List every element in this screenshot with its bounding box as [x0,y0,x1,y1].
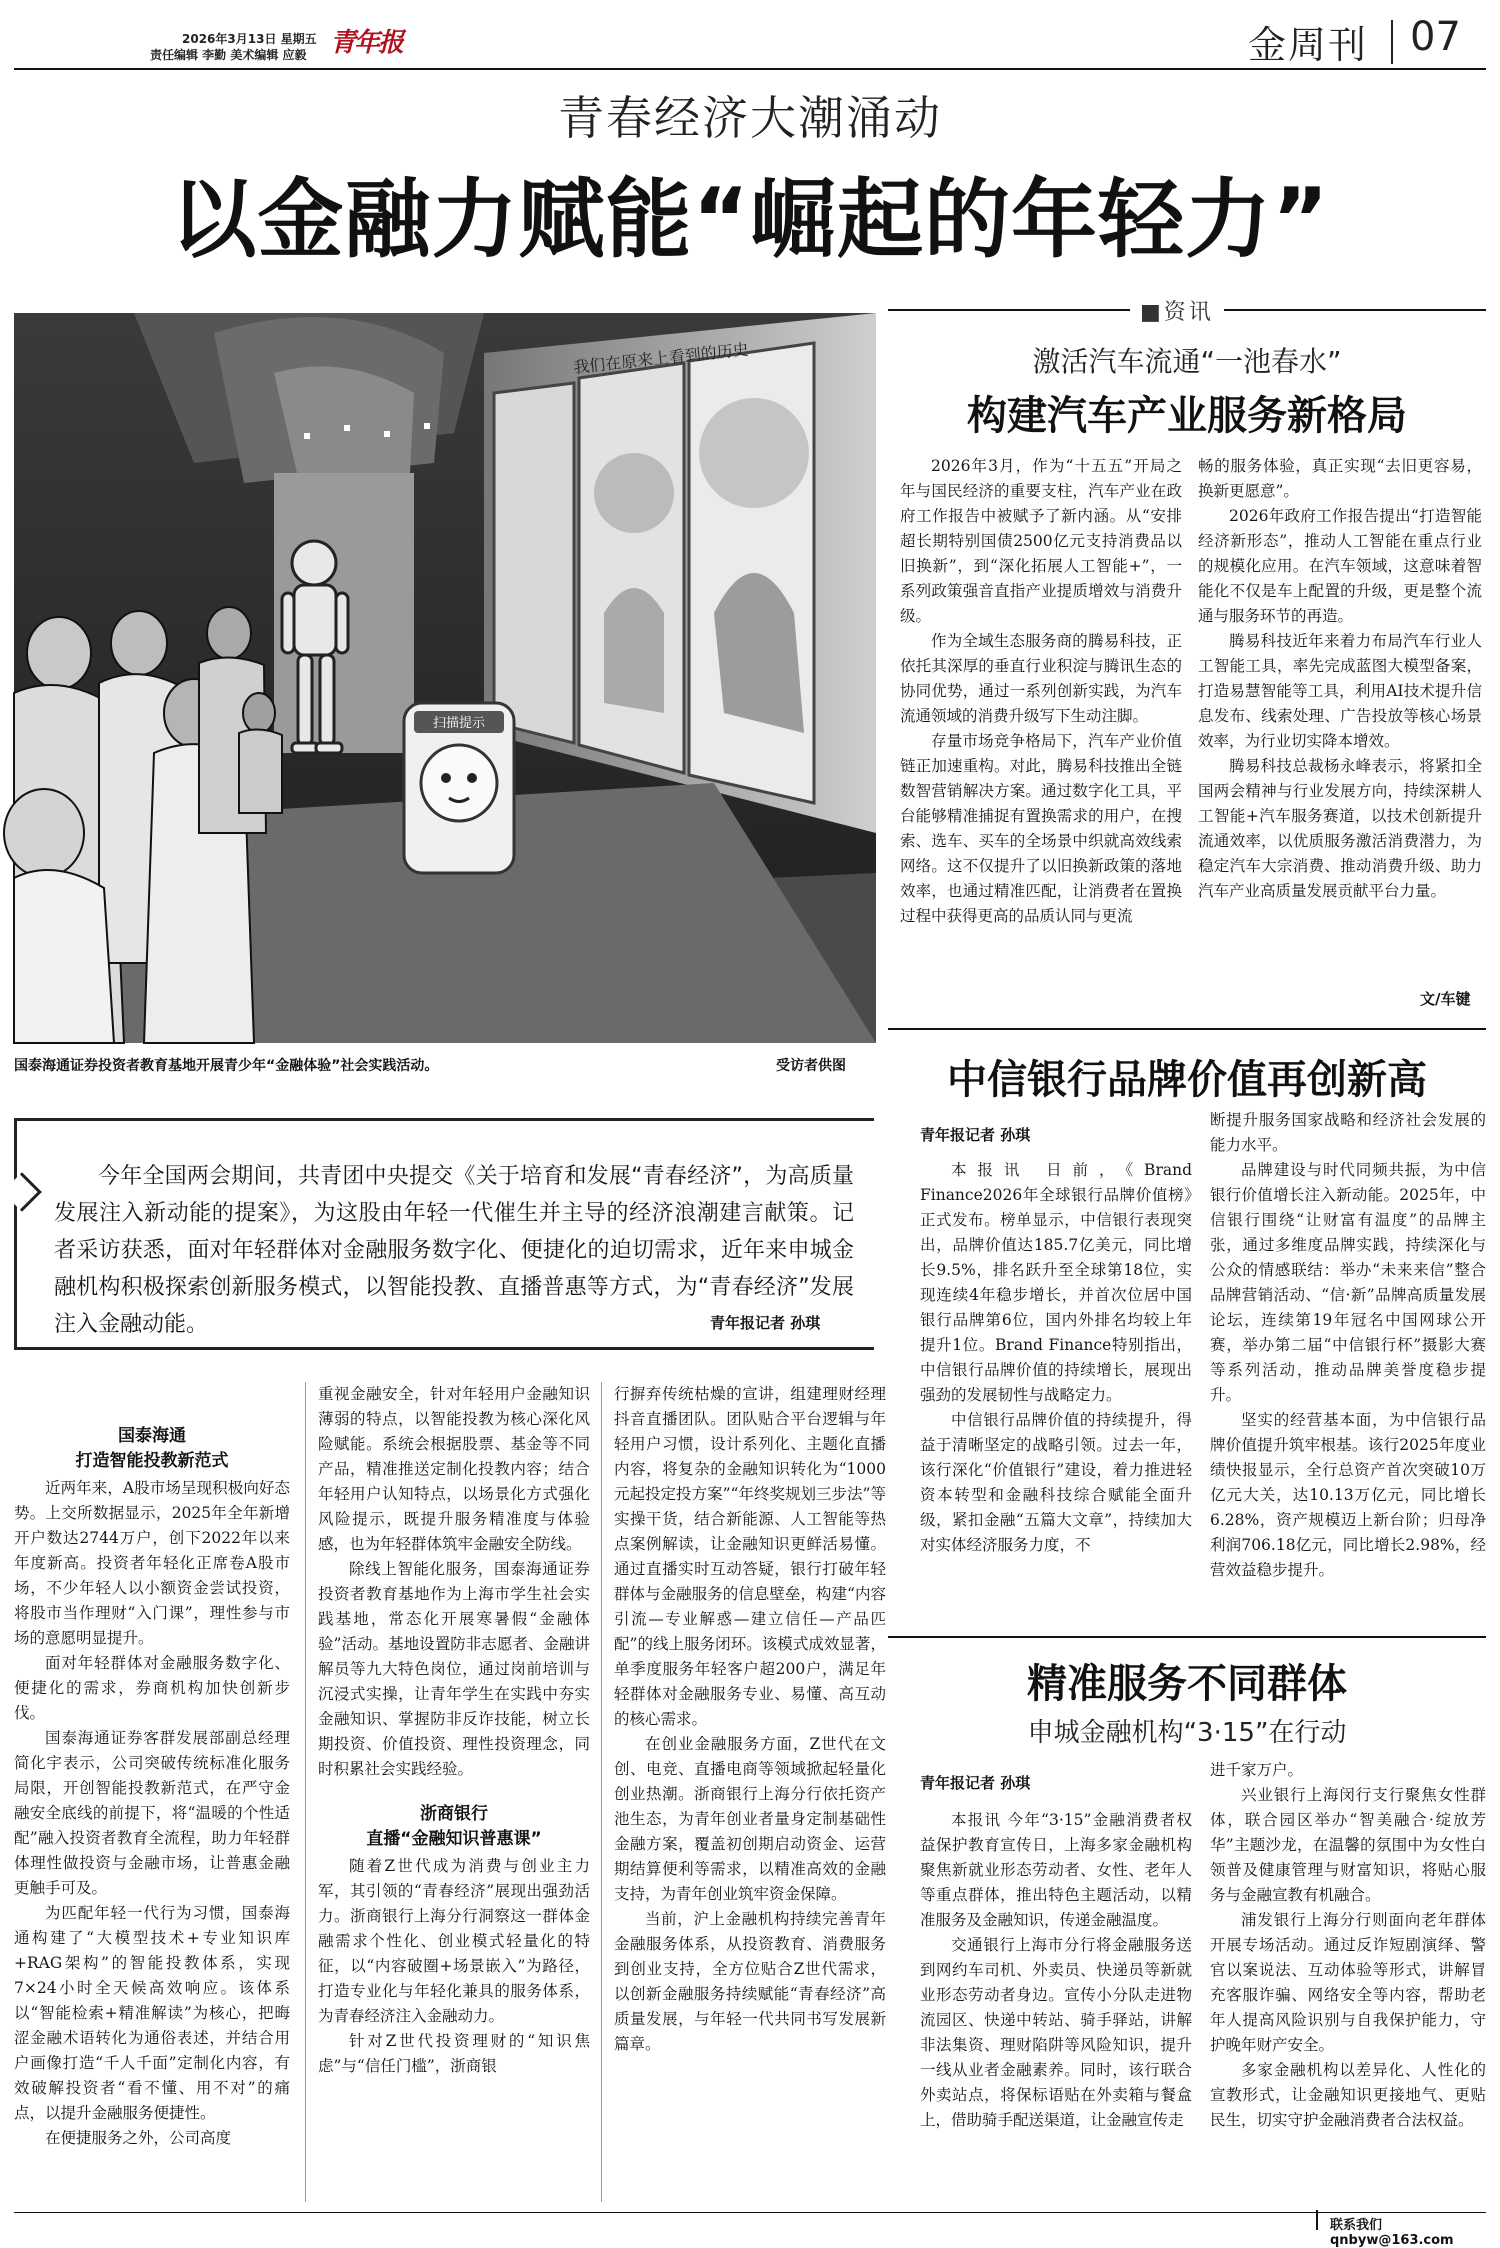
column-continued [614,1382,886,2057]
column-zheshang [318,1382,590,2079]
header-rule [14,68,1486,70]
news-kicker: 激活汽车流通“一池春水” [1032,345,1342,378]
news-col2-p4: 腾易科技总裁杨永峰表示，将紧扣全国两会精神与行业发展方向，持续深耕人工智能+汽车服务赛道，以技术创新提升流通效率，以优质服务激活消费潜力，为稳定汽车大宗消费、推动消费升级、助力汽车产业高质量发展贡献平台力量。 [1198,757,1482,900]
news-col2-p3: 腾易科技近年来着力布局汽车行业人工智能工具，率先完成蓝图大模型备案，打造易慧智能等工具，利用AI技术提升信息发布、线索处理、广告投放等核心场景效率，为行业切实降本增效。 [1198,632,1482,750]
citic-col2-p3: 坚实的经营基本面，为中信银行品牌价值提升筑牢根基。该行2025年度业绩快报显示，全行总资产首次突破10万亿元大关，达10.13万亿元，同比增长6.28%，资产规模迈上新台阶；归母净利润706.18亿元，同比增长2.98%，经营效益稳步提升。 [1210,1411,1486,1579]
precise-col2-p2: 兴业银行上海闵行支行聚焦女性群体，联合园区举办“智美融合·绽放芳华”主题沙龙，在温馨的氛围中为女性白领普及健康管理与财富知识，将贴心服务与金融宣教有机融合。 [1210,1786,1486,1904]
precise-col1-p1: 本报讯 今年“3·15”金融消费者权益保护教育宣传日，上海多家金融机构聚焦新就业形态劳动者、女性、老年人等重点群体，推出特色主题活动，以精准服务及金融知识，传递金融温度。 [920,1811,1192,1929]
news-col1-body [900,454,1182,929]
news-col-2 [1198,454,1482,904]
photo-wall-text: 我们在原来上看到的历史 [572,339,750,377]
photo-illustration [14,313,876,1043]
zheshang-p2: 除线上智能化服务，国泰海通证券投资者教育基地作为上海市学生社会实践基地，常态化开展寒暑假“金融体验”活动。基地设置防非志愿者、金融讲解员等九大特色岗位，通过岗前培训与沉浸式实操，让青年学生在实践中夯实金融知识、掌握防非反诈技能，树立长期投资、价值投资、理性投资理念，同时积累社会实践经验。 [318,1560,590,1778]
zheshang-title-2: 直播“金融知识普惠课” [366,1829,542,1849]
precise-col2-body [1210,1758,1486,2133]
header-date: 2026年3月13日 星期五 [182,32,317,46]
citic-col2-p2: 品牌建设与时代同频共振，为中信银行价值增长注入新动能。2025年，中信银行围绕“让财富有温度”的品牌主张，通过多维度品牌实践，持续深化与公众的情感联结：举办“未来来信”整合品牌营销活动、“信·新”品牌高质量发展论坛，连续第19年冠名中国网球公开赛，举办第二届“中信银行杯”摄影大赛等系列活动，推动品牌美誉度稳步提升。 [1210,1161,1486,1404]
lead-text: 今年全国两会期间，共青团中央提交《关于培育和发展“青春经济”，为高质量发展注入新动能的提案》，为这股由年轻一代催生并主导的经济浪潮建言献策。记者采访获悉，面对年轻群体对金融服务数字化、便捷化的迫切需求，近年来申城金融机构积极探索创新服务模式，以智能投教、直播普惠等方式，为“青春经济”发展注入金融动能。 [54,1164,854,1337]
lead-box-border-bottom [14,1347,874,1350]
footer-rule [14,2212,1486,2213]
section-name: 金周刊 [1248,23,1369,67]
citic-col-1 [920,1158,1192,1558]
zheshang-body-top [318,1382,590,1782]
lead-box-border-left [14,1118,17,1350]
news-author: 文/车键 [1420,990,1471,1008]
citic-col2-body [1210,1108,1486,1583]
guotai-title-2: 打造智能投教新范式 [75,1451,229,1471]
guotai-title-1: 国泰海通 [118,1426,186,1446]
headline-kicker: 青春经济大潮涌动 [558,91,942,145]
citic-col1-p1: 本报讯 日前，《Brand Finance2026年全球银行品牌价值榜》正式发布。榜单显示，中信银行表现突出，品牌价值达185.7亿美元，同比增长9.5%，排名跃升至全球第18位，实现连续4年稳步增长，并首次位居中国银行品牌第6位，国内外排名均较上年提升1位。Brand Finance特别指出，中信银行品牌价值的持续增长，展现出强劲的发展韧性与战略定力。 [920,1161,1192,1404]
col-rule-2 [601,1382,602,2202]
guotai-p2: 面对年轻群体对金融服务数字化、便捷化的需求，券商机构加快创新步伐。 [14,1654,290,1722]
precise-title: 精准服务不同群体 [1027,1661,1347,1707]
guotai-p3: 国泰海通证券客群发展部副总经理简化宇表示，公司突破传统标准化服务局限，开创智能投教新范式，在严守金融安全底线的前提下，将“温暖的个性适配”融入投资者教育全流程，助力年轻群体理性做投资与金融市场，让普惠金融更触手可及。 [14,1729,290,1897]
news-col1-p1: 2026年3月，作为“十五五”开局之年与国民经济的重要支柱，汽车产业在政府工作报告中被赋予了新内涵。从“安排超长期特别国债2500亿元支持消费品以旧换新”，到“深化拓展人工智能+”，一系列政策强音直指产业提质增效与消费升级。 [900,457,1182,625]
zheshang-p4: 针对Z世代投资理财的“知识焦虑”与“信任门槛”，浙商银 [318,2032,590,2075]
lead-box [14,1118,874,1350]
citic-col1-body [920,1158,1192,1558]
zheshang-title-1: 浙商银行 [420,1804,488,1824]
precise-col2-p3: 浦发银行上海分行则面向老年群体开展专场活动。通过反诈短剧演绎、警官以案说法、互动体验等形式，讲解冒充客服诈骗、网络安全等内容，帮助老年人提高风险识别与自我保护能力，守护晚年财产安全。 [1210,1911,1486,2054]
footer-contact: 联系我们 qnbyw@163.com [1330,2218,1454,2248]
precise-col1-p2: 交通银行上海市分行将金融服务送到网约车司机、外卖员、快递员等新就业形态劳动者身边。宣传小分队走进物流园区、快递中转站、骑手驿站，讲解非法集资、理财陷阱等风险知识，提升一线从业者金融素养。同时，该行联合外卖站点，将保标语贴在外卖箱与餐盒上，借助骑手配送渠道，让金融宣传走 [920,1936,1192,2129]
header-editors: 责任编辑 李勤 美术编辑 应毅 [150,48,307,62]
news-col2-p2: 2026年政府工作报告提出“打造智能经济新形态”，推动人工智能在重点行业的规模化应用。在汽车领域，这意味着智能化不仅是车上配置的升级，更是整个流通与服务环节的再造。 [1198,507,1482,625]
precise-subtitle: 申城金融机构“3·15”在行动 [1027,1718,1347,1748]
news-col-1 [900,454,1182,929]
guotai-body [14,1476,290,2151]
lead-photo [14,313,876,1043]
continued-body [614,1382,886,2057]
precise-col-1 [920,1808,1192,2133]
citic-byline: 青年报记者 孙琪 [920,1126,1031,1144]
guotai-p1: 近两年来，A股市场呈现积极向好态势。上交所数据显示，2025年全年新增开户数达2744万户，创下2022年以来年度新高。投资者年轻化正席卷A股市场，不少年轻人以小额资金尝试投资，将股市当作理财“入门课”，理性参与市场的意愿明显提升。 [14,1479,290,1647]
news-title: 构建汽车产业服务新格局 [967,393,1407,439]
precise-col2-p4: 多家金融机构以差异化、人性化的宣教形式，让金融知识更接地气、更贴民生，切实守护金融消费者合法权益。 [1210,2061,1486,2129]
news-label: ■资讯 [1130,295,1224,326]
headline-title: 以金融力赋能“崛起的年轻力” [170,170,1330,270]
col-rule-1 [305,1382,306,2202]
photo-credit: 受访者供图 [776,1058,846,1074]
precise-col2-p1: 进千家万户。 [1210,1761,1304,1779]
lead-byline: 青年报记者 孙琪 [710,1314,821,1332]
zheshang-p1: 重视金融安全，针对年轻用户金融知识薄弱的特点，以智能投教为核心深化风险赋能。系统会根据股票、基金等不同产品，精准推送定制化投教内容；结合年轻用户认知特点，以场景化方式强化风险提示，既提升服务精准度与体验感，也为年轻群体筑牢金融安全防线。 [318,1385,590,1553]
zheshang-body-bottom [318,1854,590,2079]
photo-panel-text: 扫描提示 [432,716,486,731]
news-col2-p1: 畅的服务体验，真正实现“去旧更容易，换新更愿意”。 [1198,457,1482,500]
citic-col2-p1: 断提升服务国家战略和经济社会发展的能力水平。 [1210,1111,1486,1154]
masthead-logo: 青年报 [330,28,403,58]
citic-col-2 [1210,1108,1486,1583]
continued-p2: 在创业金融服务方面，Z世代在文创、电竞、直播电商等领域掀起轻量化创业热潮。浙商银行上海分行依托资产池生态，为青年创业者量身定制基础性金融方案，覆盖初创期启动资金、运营期结算便利等需求，以精准高效的金融支持，为青年创业筑牢资金保障。 [614,1735,886,1903]
citic-title: 中信银行品牌价值再创新高 [947,1057,1427,1103]
citic-top-rule [888,1028,1486,1030]
news-col2-body [1198,454,1482,904]
page-number: 07 [1410,14,1461,60]
precise-top-rule [888,1636,1486,1638]
section-divider [1391,20,1393,64]
precise-col-2 [1210,1758,1486,2133]
continued-p1: 行摒弃传统枯燥的宣讲，组建理财经理抖音直播团队。团队贴合平台逻辑与年轻用户习惯，设计系列化、主题化直播内容，将复杂的金融知识转化为“1000元起投定投方案”“年终奖规划三步法”等实操干货，结合新能源、人工智能等热点案例解读，让金融知识更鲜活易懂。通过直播实时互动答疑，银行打破年轻群体与金融服务的信息壁垒，构建“内容引流—专业解惑—建立信任—产品匹配”的线上服务闭环。该模式成效显著，单季度服务年轻客户超200户，满足年轻群体对金融服务专业、易懂、高互动的核心需求。 [614,1385,886,1728]
precise-byline: 青年报记者 孙琪 [920,1774,1031,1792]
news-col1-p2: 作为全域生态服务商的腾易科技，正依托其深厚的垂直行业积淀与腾讯生态的协同优势，通过一系列创新实践，为汽车流通领域的消费升级写下生动注脚。 [900,632,1182,725]
guotai-p5: 在便捷服务之外，公司高度 [45,2129,232,2147]
photo-caption: 国泰海通证券投资者教育基地开展青少年“金融体验”社会实践活动。 [14,1058,439,1074]
footer-marker [1316,2210,1318,2230]
news-col1-p3: 存量市场竞争格局下，汽车产业价值链正加速重构。对此，腾易科技推出全链数智营销解决方案。通过数字化工具，平台能够精准捕捉有置换需求的用户，在搜索、选车、买车的全场景中织就高效线索网络。这不仅提升了以旧换新政策的落地效率，也通过精准匹配，让消费者在置换过程中获得更高的品质认同与更流 [900,732,1182,925]
continued-p3: 当前，沪上金融机构持续完善青年金融服务体系，从投资教育、消费服务到创业支持，全方位贴合Z世代需求，以创新金融服务持续赋能“青春经济”高质量发展，与年轻一代共同书写发展新篇章。 [614,1910,886,2053]
citic-col1-p2: 中信银行品牌价值的持续提升，得益于清晰坚定的战略引领。过去一年，该行深化“价值银行”建设，着力推进轻资本转型和金融科技综合赋能全面升级，紧扣金融“五篇大文章”，持续加大对实体经济服务力度，不 [920,1411,1192,1554]
precise-col1-body [920,1808,1192,2133]
guotai-p4: 为匹配年轻一代行为习惯，国泰海通构建了“大模型技术+专业知识库+RAG架构”的智能投教体系，实现7×24小时全天候高效响应。该体系以“智能检索+精准解读”为核心，把晦涩金融术语转化为通俗表述，并结合用户画像打造“千人千面”定制化内容，有效破解投资者“看不懂、用不对”的痛点，以提升金融服务便捷性。 [14,1904,290,2122]
column-guotai [14,1424,290,2151]
lead-box-border-top [14,1118,874,1121]
lead-box-notch [2,1172,42,1212]
zheshang-p3: 随着Z世代成为消费与创业主力军，其引领的“青春经济”展现出强劲活力。浙商银行上海分行洞察这一群体金融需求个性化、创业模式轻量化的特征，以“内容破圈+场景嵌入”为路径，打造专业化与年轻化兼具的服务体系，为青春经济注入金融动力。 [318,1857,590,2025]
